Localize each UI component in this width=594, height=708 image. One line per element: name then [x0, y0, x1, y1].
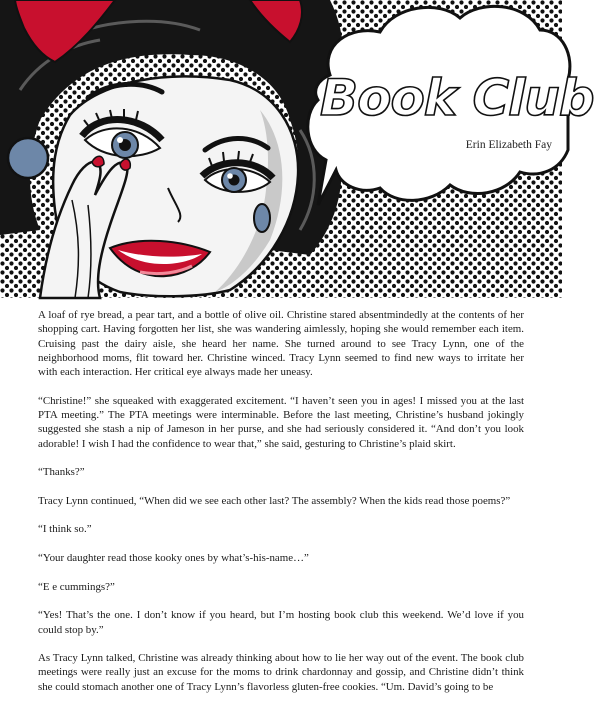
paragraph: “I think so.” — [38, 523, 92, 536]
story-title: Book Club — [320, 69, 594, 127]
paragraph: As Tracy Lynn talked, Christine was already thinking about how to lie her way out of the event. The book club meetings were really just an excuse for the moms to drink chardonnay and gossip, and Christine didn’t think she could stomach another one of Tracy Lynn’s flavorless gluten-free cookies. “Um. David’s going to be — [38, 652, 524, 693]
paragraph: “Thanks?” — [38, 466, 85, 479]
paragraph: “E e cummings?” — [38, 580, 115, 593]
earring-right — [254, 204, 270, 232]
paragraph: “Your daughter read those kooky ones by what’s-his-name…” — [38, 552, 309, 565]
paragraph: A loaf of rye bread, a pear tart, and a bottle of olive oil. Christine stared absentmindedly at the contents of her shopping cart. Having forgotten her list, she was wandering aimlessly, hoping she would remember each item. Cruising past the dairy aisle, she heard her name. She turned around to see Tracy Lynn, one of the neighborhood moms, flit toward her. Christine winced. Tracy Lynn seemed to find new ways to irritate her with each interaction. Her critical eye always made her uneasy. — [38, 309, 524, 379]
hero-illustration — [0, 0, 594, 298]
paragraph: Tracy Lynn continued, “When did we see each other last? The assembly? When the kids read those poems?” — [38, 494, 511, 507]
earring-left — [8, 138, 48, 178]
paragraph: “Christine!” she squeaked with exaggerated excitement. “I haven’t seen you in ages! I missed you at the last PTA meeting.” The PTA meetings were interminable. Before the last meeting, Christine’s husband jokingly suggested she stash a nip of Jameson in her purse, and she had seriously considered it. “And don’t you look adorable! I wish I had the confidence to wear that,” she said, gesturing to Christine’s plaid skirt. — [38, 394, 524, 450]
paragraph: “Yes! That’s the one. I don’t know if you heard, but I’m hosting book club this weekend. We’d love if you could stop by.” — [38, 609, 524, 636]
story-body — [38, 308, 524, 708]
author-name: Erin Elizabeth Fay — [465, 139, 552, 151]
